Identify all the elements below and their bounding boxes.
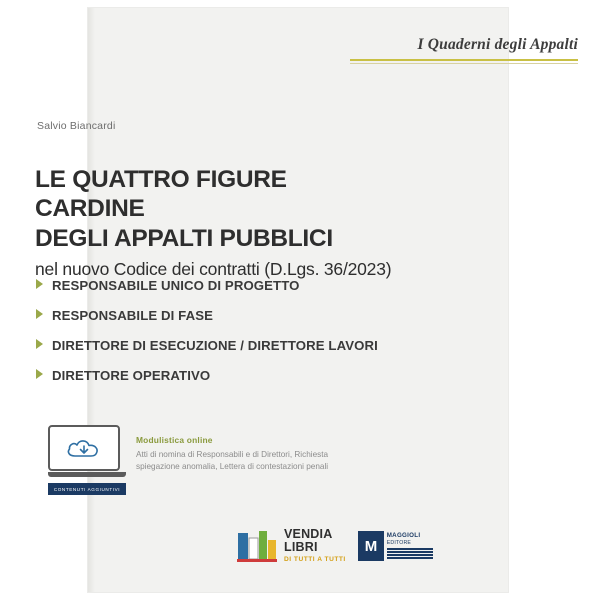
triangle-bullet-icon <box>36 309 43 319</box>
list-item <box>36 338 406 353</box>
publisher-name: MAGGIOLI <box>386 532 421 540</box>
author-name: Salvio Biancardi <box>37 120 116 132</box>
page-subtitle: nel nuovo Codice dei contratti (D.Lgs. 36/2023) <box>35 259 392 280</box>
page-title-line-1: LE QUATTRO FIGURE CARDINE <box>35 166 287 223</box>
triangle-bullet-icon <box>36 339 43 349</box>
publisher-wordmark <box>387 532 433 560</box>
vendialibri-logo <box>236 528 346 564</box>
series-title: I Quaderni degli Appalti <box>417 36 578 53</box>
series-rule <box>350 59 578 61</box>
triangle-bullet-icon <box>36 279 43 289</box>
list-item-label: RESPONSABILE DI FASE <box>52 308 214 323</box>
vendialibri-line-1: VENDIA <box>284 527 333 541</box>
laptop-screen <box>48 425 120 471</box>
list-item <box>36 368 406 383</box>
list-item-label: DIRETTORE OPERATIVO <box>52 368 211 383</box>
online-content-description: Atti di nomina di Responsabili e di Direttori, Richiesta spiegazione anomalia, Lettera di contestazioni penali <box>136 450 329 472</box>
online-content-block <box>48 425 378 495</box>
extra-content-badge: CONTENUTI AGGIUNTIVI <box>48 483 126 495</box>
laptop-cloud-icon <box>48 425 126 495</box>
footer-logos <box>236 528 433 564</box>
list-item-label: RESPONSABILE UNICO DI PROGETTO <box>52 278 300 293</box>
vendialibri-tagline: DI TUTTI A TUTTI <box>284 556 346 564</box>
triangle-bullet-icon <box>36 369 43 379</box>
title-block <box>35 165 395 281</box>
topics-list <box>36 278 406 398</box>
list-item <box>36 308 406 323</box>
list-item <box>36 278 406 293</box>
list-item-label: DIRETTORE DI ESECUZIONE / DIRETTORE LAVORI <box>52 338 378 353</box>
page-title-line-2: DEGLI APPALTI PUBBLICI <box>35 224 333 252</box>
stacked-books-icon <box>236 529 278 563</box>
vendialibri-wordmark <box>284 528 346 564</box>
series-rule-thin <box>350 63 578 64</box>
publisher-subtitle: EDITORE <box>386 540 412 547</box>
publisher-mark: M <box>358 531 384 561</box>
cloud-icon <box>64 436 104 461</box>
publisher-bars <box>387 548 433 559</box>
vendialibri-line-2: LIBRI <box>284 540 318 555</box>
series-header <box>350 36 578 64</box>
publisher-logo <box>358 531 433 561</box>
laptop-base <box>48 472 126 477</box>
online-content-text <box>136 425 354 474</box>
online-content-title: Modulistica online <box>136 435 213 445</box>
